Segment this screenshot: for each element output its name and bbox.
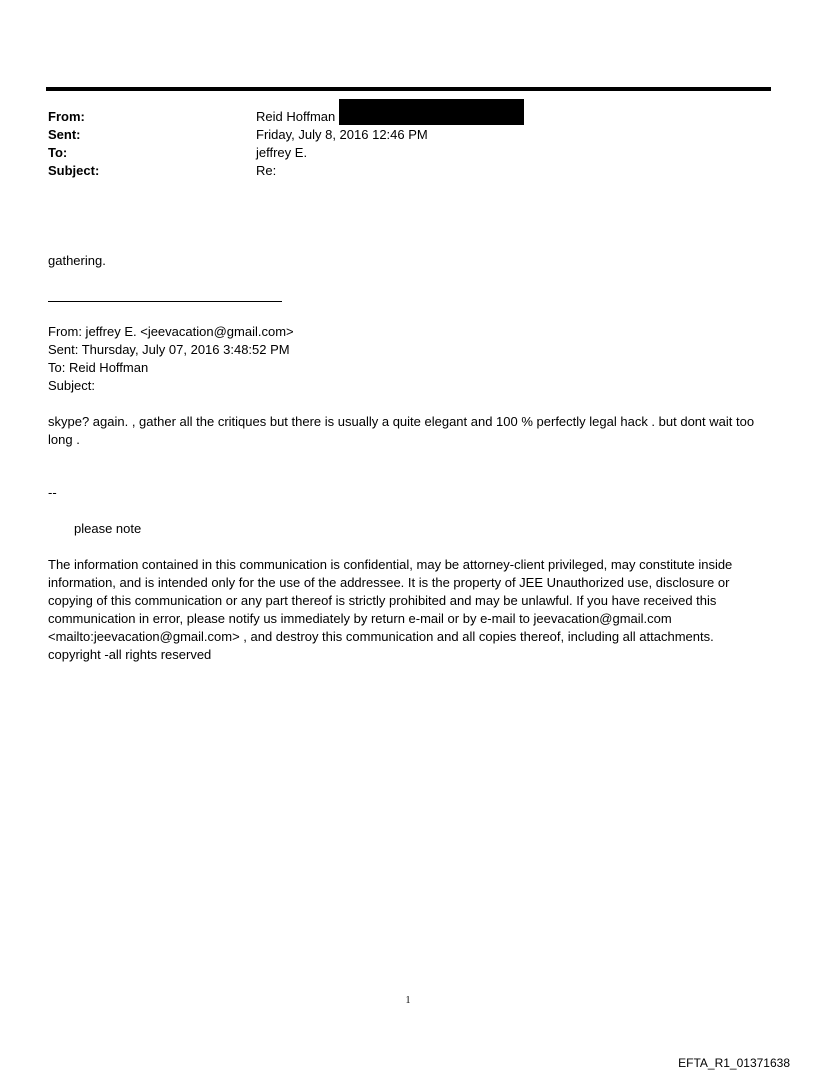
- from-name: Reid Hoffman: [256, 109, 336, 124]
- document-id: EFTA_R1_01371638: [678, 1056, 790, 1070]
- from-row: [48, 108, 768, 126]
- forwarded-message: skype? again. , gather all the critiques but there is usually a quite elegant and 100 % perfectly legal hack . but dont wait too long .: [48, 414, 755, 447]
- forwarded-to: To: Reid Hoffman: [48, 360, 149, 375]
- forwarded-sent: Sent: Thursday, July 07, 2016 3:48:52 PM: [48, 342, 290, 357]
- to-label: To:: [48, 145, 68, 160]
- redaction-block: [339, 99, 524, 125]
- subject-row: [48, 162, 768, 180]
- reply-text: gathering.: [48, 253, 106, 268]
- subject-value: Re:: [256, 163, 277, 178]
- from-label: From:: [48, 109, 85, 124]
- page-number: 1: [405, 995, 411, 1006]
- forwarded-from: From: jeffrey E. <jeevacation@gmail.com>: [48, 324, 294, 339]
- to-row: [48, 144, 768, 162]
- signature-dashes: --: [48, 485, 57, 500]
- top-divider: [46, 87, 771, 91]
- separator-line: [48, 301, 282, 302]
- please-note: please note: [74, 521, 142, 536]
- from-value: [256, 108, 524, 126]
- to-value: jeffrey E.: [256, 145, 308, 160]
- forwarded-header: [48, 323, 294, 395]
- email-header: [48, 108, 768, 180]
- forwarded-subject: Subject:: [48, 378, 95, 393]
- confidentiality-disclaimer: The information contained in this communication is confidential, may be attorney-client privileged, may constitute inside information, and is intended only for the use of the addressee. It is the property of JEE Unauthorized use, disclosure or copying of this communication or any part thereof is strictly prohibited and may be unlawful. If you have received this communication in error, please notify us immediately by return e-mail or by e-mail to jeevacation@gmail.com <mailto:jeevacation@gmail.com> , and destroy this communication and all copies thereof, including all attachments. copyright -all rights reserved: [48, 557, 733, 662]
- sent-value: Friday, July 8, 2016 12:46 PM: [256, 127, 428, 142]
- sent-row: [48, 126, 768, 144]
- subject-label: Subject:: [48, 163, 100, 178]
- sent-label: Sent:: [48, 127, 81, 142]
